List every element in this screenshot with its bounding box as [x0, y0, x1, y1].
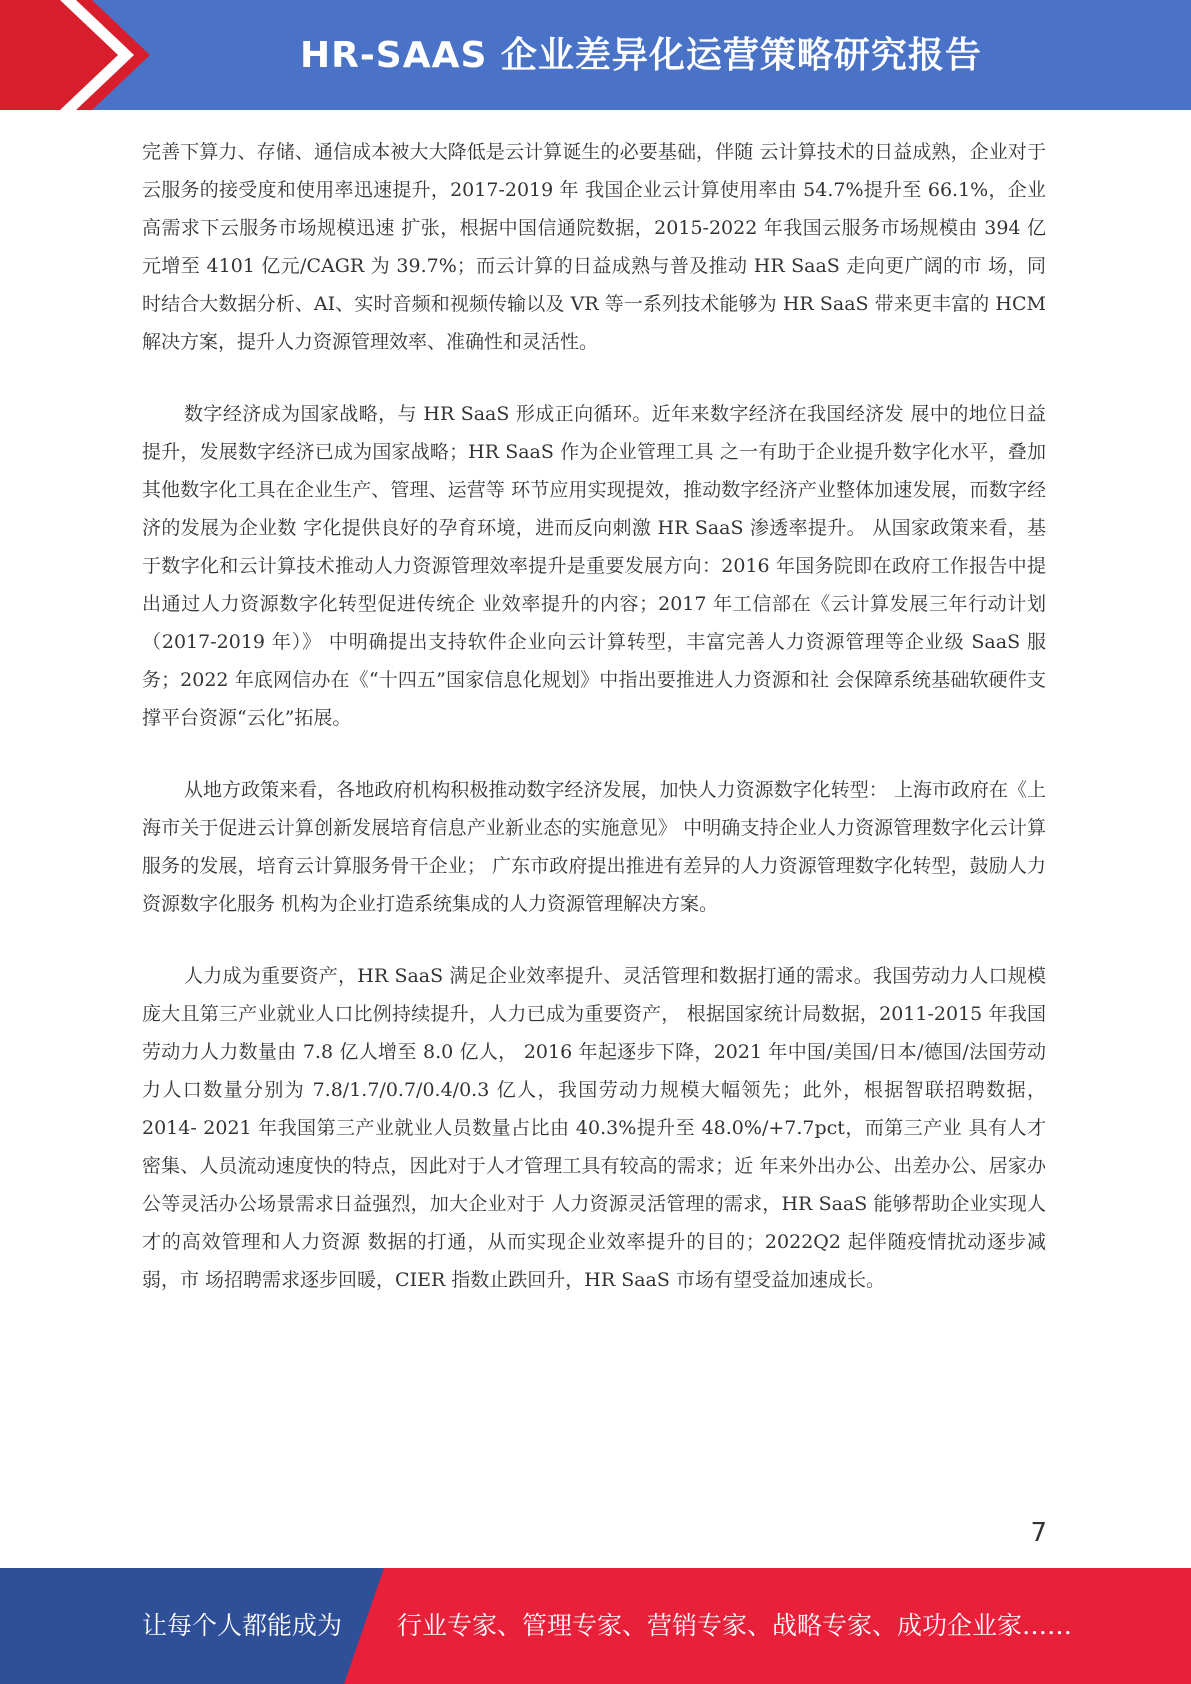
- paragraph-cloud-computing: 完善下算力、存储、通信成本被大大降低是云计算诞生的必要基础，伴随 云计算技术的日益成熟，企业对于云服务的接受度和使用率迅速提升，2017-2019 年 我国企业云计算使用率由 54.7%提升至 66.1%，企业高需求下云服务市场规模迅速 扩张，根据中国信通院数据，2015-2022 年我国云服务市场规模由 394 亿元增至 4101 亿元/CAGR 为 39.7%；而云计算的日益成熟与普及推动 HR SaaS 走向更广阔的市 场，同时结合大数据分析、AI、实时音频和视频传输以及 VR 等一系列技术能够为 HR SaaS 带来更丰富的 HCM 解决方案，提升人力资源管理效率、准确性和灵活性。: [142, 141, 1046, 353]
- paragraph-digital-economy: 数字经济成为国家战略，与 HR SaaS 形成正向循环。近年来数字经济在我国经济发 展中的地位日益提升，发展数字经济已成为国家战略；HR SaaS 作为企业管理工具 之一有助于企业提升数字化水平，叠加其他数字化工具在企业生产、管理、运营等 环节应用实现提效，推动数字经济产业整体加速发展，而数字经济的发展为企业数 字化提供良好的孕育环境，进而反向刺激 HR SaaS 渗透率提升。 从国家政策来看，基于数字化和云计算技术推动人力资源管理效率提升是重要发展方向：2016 年国务院即在政府工作报告中提出通过人力资源数字化转型促进传统企 业效率提升的内容；2017 年工信部在《云计算发展三年行动计划（2017-2019 年）》 中明确提出支持软件企业向云计算转型，丰富完善人力资源管理等企业级 SaaS 服 务；2022 年底网信办在《“十四五”国家信息化规划》中指出要推进人力资源和社 会保障系统基础软硬件支撑平台资源“云化”拓展。: [142, 403, 1046, 729]
- page-number: 7: [1030, 1518, 1047, 1548]
- report-header: [0, 0, 1191, 110]
- paragraph-local-policy: 从地方政策来看，各地政府机构积极推动数字经济发展，加快人力资源数字化转型： 上海市政府在《上海市关于促进云计算创新发展培育信息产业新业态的实施意见》 中明确支持企业人力资源管理数字化云计算服务的发展，培育云计算服务骨干企业； 广东市政府提出推进有差异的人力资源管理数字化转型，鼓励人力资源数字化服务 机构为企业打造系统集成的人力资源管理解决方案。: [142, 779, 1046, 915]
- report-title: HR-SAAS 企业差异化运营策略研究报告: [300, 35, 982, 76]
- red-chevron-decoration: [0, 0, 150, 110]
- footer-slogan-right: 行业专家、管理专家、营销专家、战略专家、成功企业家……: [397, 1611, 1073, 1640]
- report-footer: [0, 1568, 1191, 1684]
- paragraph-human-resources: 人力成为重要资产，HR SaaS 满足企业效率提升、灵活管理和数据打通的需求。我国劳动力人口规模庞大且第三产业就业人口比例持续提升，人力已成为重要资产， 根据国家统计局数据，2011-2015 年我国劳动力人力数量由 7.8 亿人增至 8.0 亿人， 2016 年起逐步下降，2021 年中国/美国/日本/德国/法国劳动力人口数量分别为 7.8/1.7/0.7/0.4/0.3 亿人，我国劳动力规模大幅领先；此外，根据智联招聘数据，2014- 2021 年我国第三产业就业人员数量占比由 40.3%提升至 48.0%/+7.7pct，而第三产业 具有人才密集、人员流动速度快的特点，因此对于人才管理工具有较高的需求；近 年来外出办公、出差办公、居家办公等灵活办公场景需求日益强烈，加大企业对于 人力资源灵活管理的需求，HR SaaS 能够帮助企业实现人才的高效管理和人力资源 数据的打通，从而实现企业效率提升的目的；2022Q2 起伴随疫情扰动逐步减弱，市 场招聘需求逐步回暖，CIER 指数止跌回升，HR SaaS 市场有望受益加速成长。: [142, 965, 1046, 1291]
- report-body: [142, 133, 1046, 1333]
- footer-slogan-left: 让每个人都能成为: [142, 1611, 343, 1640]
